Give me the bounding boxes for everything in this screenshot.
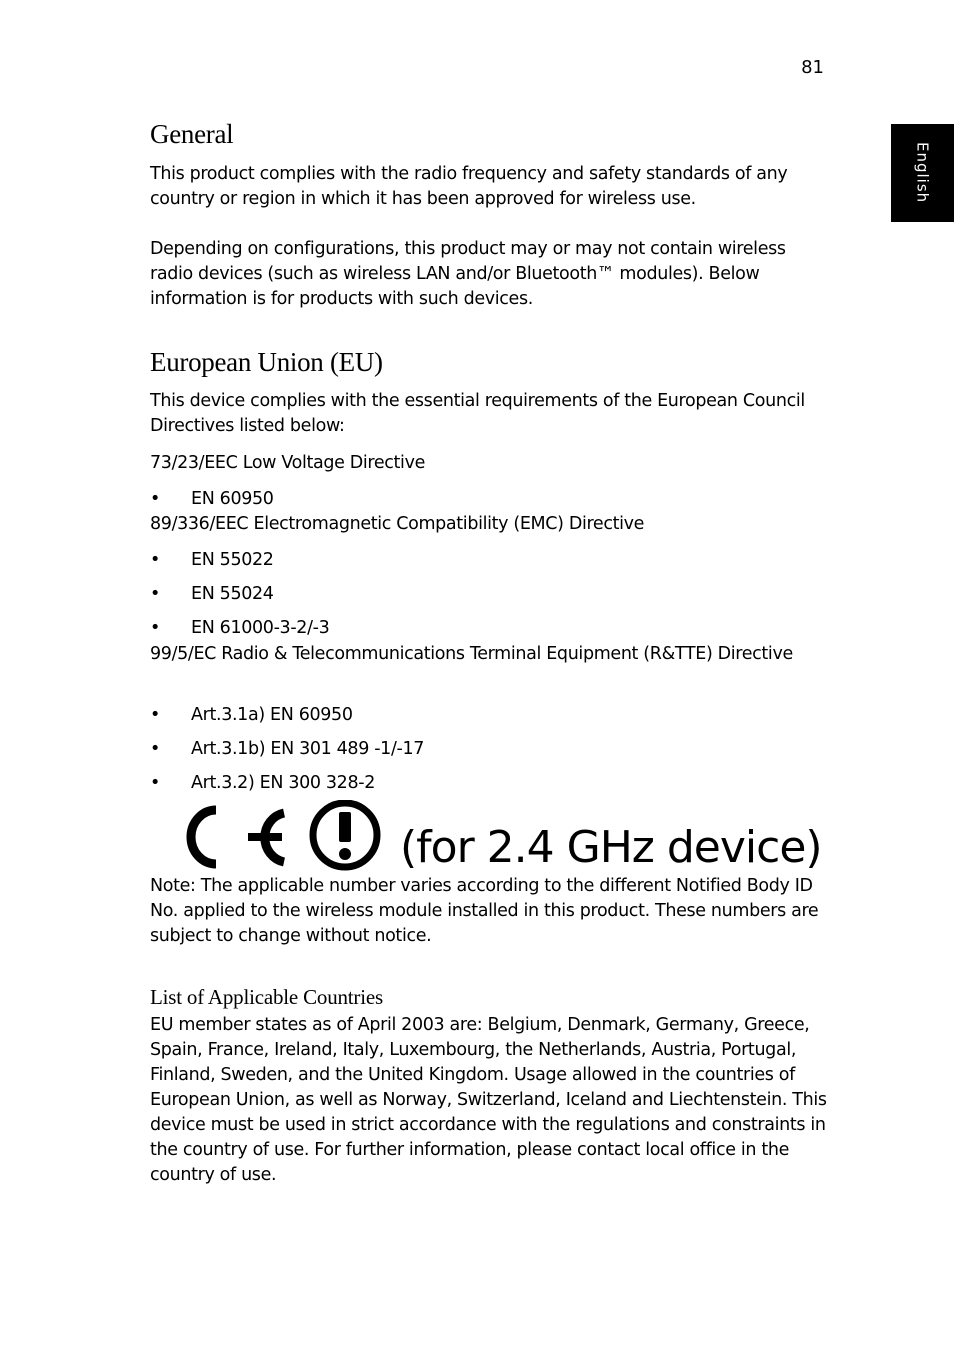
list-item-text: EN 55022: [191, 550, 274, 570]
bullet-marker: •: [150, 705, 160, 725]
ce-e-bar: [248, 833, 282, 841]
ce-mark-icon: [186, 800, 386, 875]
general-paragraph-1: This product complies with the radio frequency and safety standards of any country or region in which it has been approved for wireless use.: [150, 164, 788, 209]
page-number: 81: [801, 57, 824, 78]
rtte-directive-title: 99/5/EC Radio & Telecommunications Terminal Equipment (R&TTE) Directive: [150, 644, 793, 664]
ce-c-letter: [191, 810, 216, 864]
lvd-directive-title: 73/23/EEC Low Voltage Directive: [150, 453, 425, 473]
list-item-text: EN 61000-3-2/-3: [191, 618, 330, 638]
countries-heading: List of Applicable Countries: [150, 985, 383, 1009]
countries-paragraph: EU member states as of April 2003 are: Belgium, Denmark, Germany, Greece, Spain, France, Ireland, Italy, Luxembourg, the Netherlands, Austria, Portugal, Finland, Sweden, and the United Kingdom. Usage allowed in the countries of European Union, as well as Norway, Switzerland, Iceland and Liechtenstein. This device must be used in strict accordance with the regulations and constraints in the country of use. For further information, please contact local office in the country of use.: [150, 1015, 827, 1185]
list-item-text: EN 60950: [191, 489, 274, 509]
bullet-marker: •: [150, 550, 160, 570]
bullet-marker: •: [150, 739, 160, 759]
ce-caption: (for 2.4 GHz device): [400, 822, 822, 873]
bullet-marker: •: [150, 584, 160, 604]
list-item-text: Art.3.1b) EN 301 489 -1/-17: [191, 739, 425, 759]
bullet-marker: •: [150, 773, 160, 793]
general-paragraph-2: Depending on configurations, this product may or may not contain wireless radio devices (such as wireless LAN and/or Bluetooth™ modules). Below information is for products with such devices.: [150, 239, 786, 309]
note-text: : The applicable number varies according to the different Notified Body ID No. applied to the wireless module installed in this product. These numbers are subject to change without notice.: [150, 876, 819, 946]
emc-directive-title: 89/336/EEC Electromagnetic Compatibility (EMC) Directive: [150, 514, 645, 534]
language-side-tab: [891, 124, 954, 222]
eu-intro-paragraph: This device complies with the essential requirements of the European Council Directives listed below:: [150, 391, 805, 436]
bullet-marker: •: [150, 618, 160, 638]
eu-heading: European Union (EU): [150, 347, 383, 377]
note-label: Note: [150, 876, 191, 896]
general-heading: General: [150, 119, 234, 149]
list-item-text: EN 55024: [191, 584, 274, 604]
language-side-tab-label: English: [913, 142, 932, 204]
note-paragraph: [150, 874, 830, 949]
list-item-text: Art.3.1a) EN 60950: [191, 705, 353, 725]
exclamation-circle-icon: [313, 803, 377, 867]
list-item-text: Art.3.2) EN 300 328-2: [191, 773, 375, 793]
bullet-marker: •: [150, 489, 160, 509]
